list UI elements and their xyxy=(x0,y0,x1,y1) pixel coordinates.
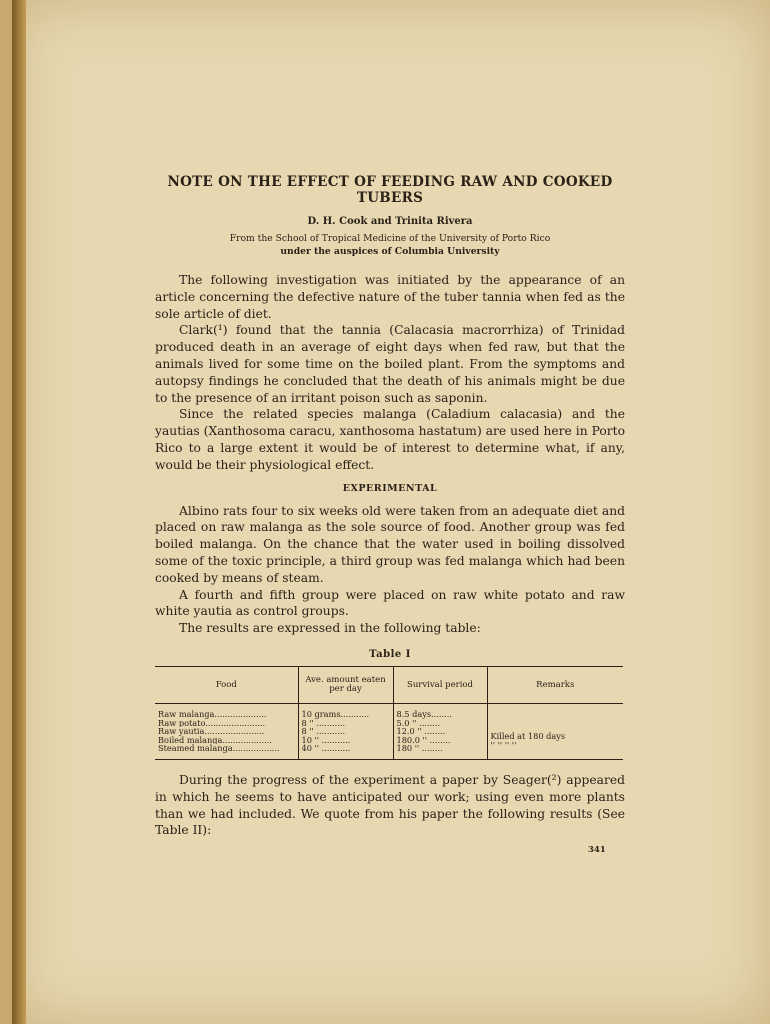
experimental-paragraph-1: Albino rats four to six weeks old were taken from an adequate diet and placed on raw malanga as the sole source of food. Another group was fed boiled malanga. On the chance that the water used in boiling dissolved some of the toxic principle, a third group was fed malanga which had been cooked by means of steam. xyxy=(155,503,625,585)
column-header-survival: Survival period xyxy=(393,666,487,703)
affiliation-line-1: From the School of Tropical Medicine of the University of Porto Rico xyxy=(229,233,551,244)
amount-cell: 8 '' ........... xyxy=(301,718,346,728)
survival-cell: 180.0 '' ........ xyxy=(396,735,451,745)
food-cell: Boiled malanga................... xyxy=(158,735,272,745)
survival-cell: 180 '' ........ xyxy=(396,744,443,753)
article xyxy=(155,174,625,839)
food-cell: Raw potato....................... xyxy=(158,718,266,728)
food-cell: Raw yautia....................... xyxy=(158,727,265,736)
food-cell: Raw malanga.................... xyxy=(158,709,267,719)
amount-cell: 8 '' ........... xyxy=(301,727,346,736)
results-table xyxy=(155,666,623,760)
amount-cell: 10 '' ........... xyxy=(301,735,351,745)
remarks-column xyxy=(487,703,623,759)
table-title: Table I xyxy=(369,648,411,660)
page-number: 341 xyxy=(588,845,606,855)
intro-paragraph-1: The following investigation was initiated by the appearance of an article concerning the defective nature of the tuber tannia when fed as the sole article of diet. xyxy=(155,273,625,321)
page-binding-edge xyxy=(12,0,26,1024)
remarks-cell: '' '' '' '' xyxy=(490,740,517,750)
experimental-paragraph-2: A fourth and fifth group were placed on raw white potato and raw white yautia as control groups. xyxy=(155,587,625,619)
amount-cell: 40 '' ........... xyxy=(301,744,351,753)
article-title: NOTE ON THE EFFECT OF FEEDING RAW AND COOKED TUBERS xyxy=(167,174,613,206)
column-header-food: Food xyxy=(155,666,298,703)
amount-cell: 10 grams........... xyxy=(301,709,370,719)
remarks-cell: Killed at 180 days xyxy=(490,731,566,741)
survival-cell: 8.5 days........ xyxy=(396,709,452,719)
intro-paragraph-2: Clark(¹) found that the tannia (Calacasia macrorrhiza) of Trinidad produced death in an average of eight days when fed raw, but that the animals lived for some time on the boiled plant. From the symptoms and autopsy findings he concluded that the death of his animals might be due to the presence of an irritant poison such as saponin. xyxy=(155,323,625,405)
intro-paragraph-3: Since the related species malanga (Caladium calacasia) and the yautias (Xanthosoma caracu, xanthosoma hastatum) are used here in Porto Rico to a large extent it would be of interest to determine what, if any, would be their physiological effect. xyxy=(155,407,625,472)
column-header-remarks: Remarks xyxy=(487,666,623,703)
experimental-paragraph-3: The results are expressed in the following table: xyxy=(179,621,481,636)
page xyxy=(12,0,770,1024)
article-authors: D. H. Cook and Trinita Rivera xyxy=(307,216,473,227)
column-header-amount: Ave. amount eaten per day xyxy=(298,666,393,703)
section-heading-experimental: EXPERIMENTAL xyxy=(342,482,438,494)
survival-cell: 12.0 '' ........ xyxy=(396,727,446,736)
survival-cell: 5.0 '' ........ xyxy=(396,718,441,728)
food-cell: Steamed malanga.................. xyxy=(158,744,280,753)
amount-column xyxy=(298,703,393,759)
survival-column xyxy=(393,703,487,759)
food-column xyxy=(155,703,298,759)
affiliation-line-2: under the auspices of Columbia University xyxy=(280,246,500,257)
closing-paragraph: During the progress of the experiment a paper by Seager(²) appeared in which he seems to have anticipated our work; using even more plants than we had included. We quote from his paper the following results (See Table II): xyxy=(155,772,625,838)
article-affiliation xyxy=(155,232,625,258)
table-row xyxy=(155,703,623,759)
